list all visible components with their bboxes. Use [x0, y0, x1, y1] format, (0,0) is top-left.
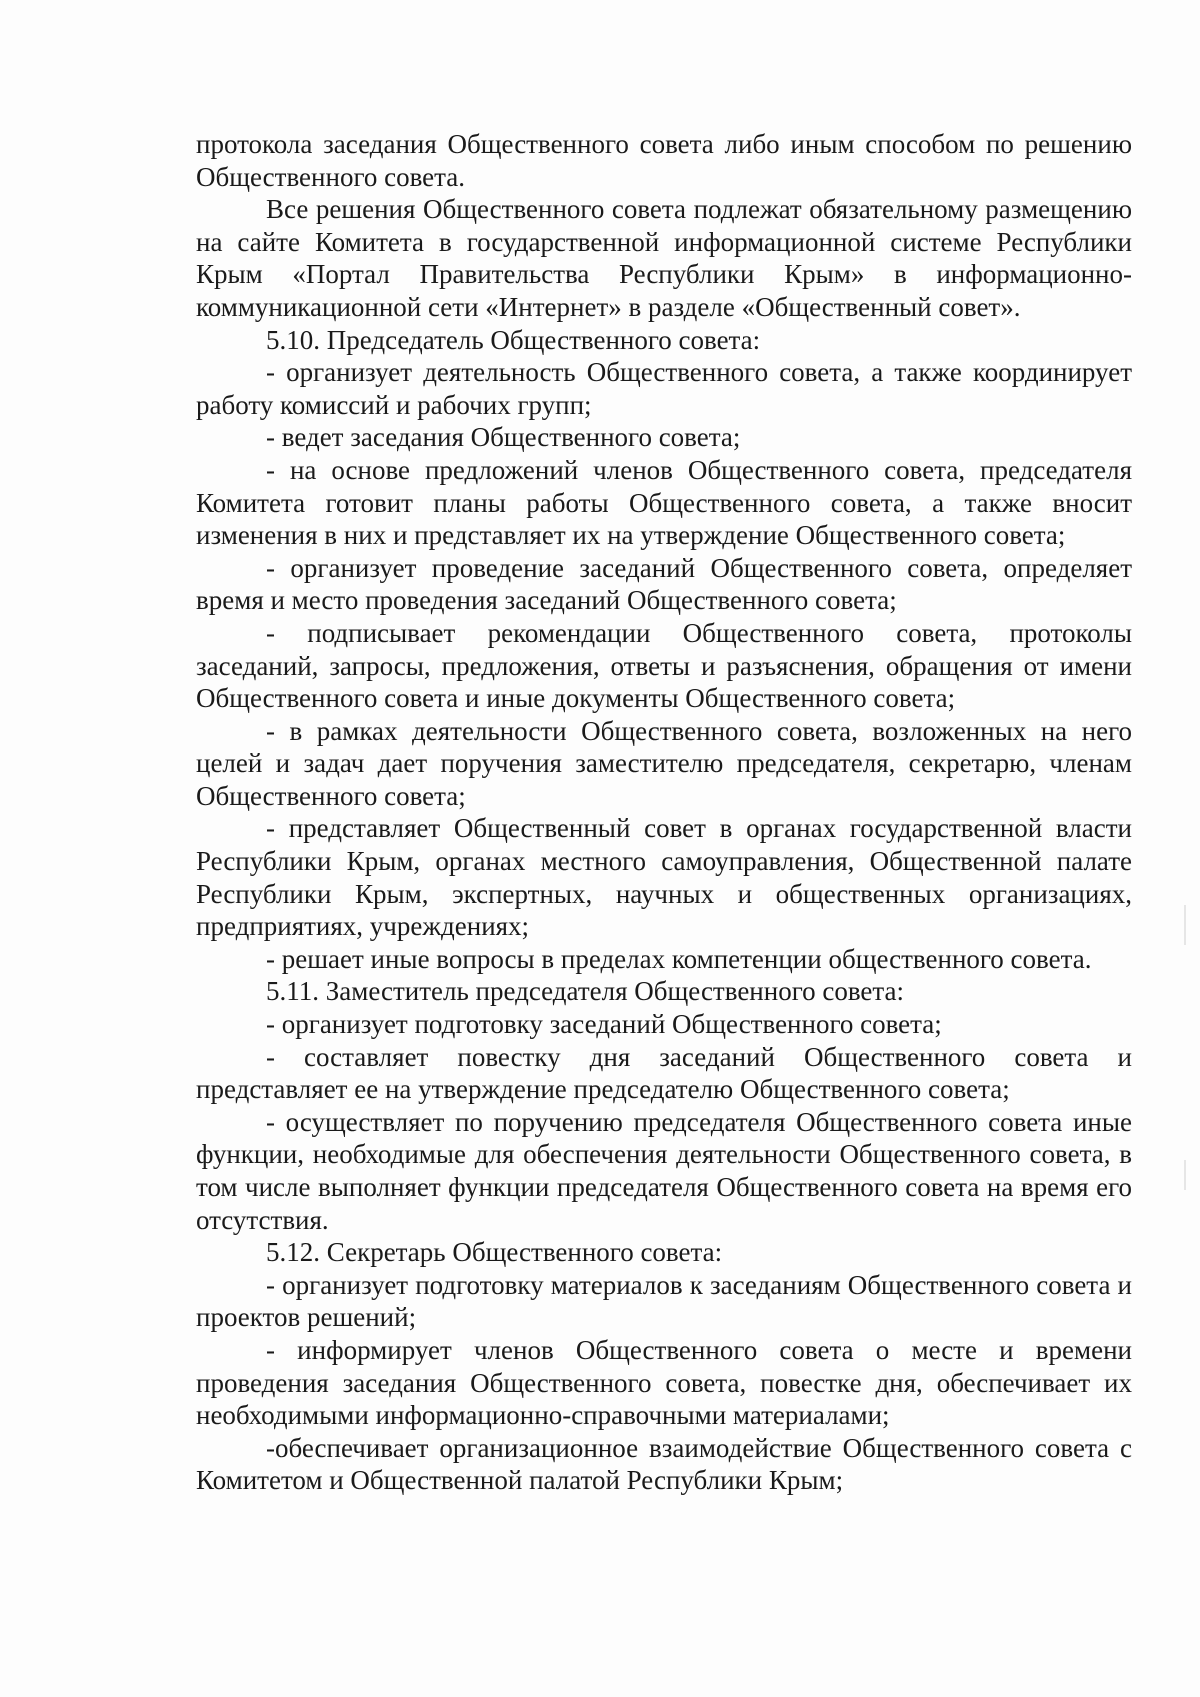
list-item: - на основе предложений членов Общественного совета, председателя Комитета готовит планы работы Общественного совета, а также вносит изменения в них и представляет их на утверждение Общественного совета; — [196, 454, 1132, 551]
list-item: - организует деятельность Общественного совета, а также координирует работу комиссий и рабочих групп; — [196, 357, 1132, 420]
section-heading-5-11: 5.11. Заместитель председателя Общественного совета: — [266, 976, 905, 1007]
list-item: - в рамках деятельности Общественного совета, возложенных на него целей и задач дает поручения заместителю председателя, секретарю, членам Общественного совета; — [196, 715, 1132, 811]
list-item: - осуществляет по поручению председателя Общественного совета иные функции, необходимые для обеспечения деятельности Общественного совета, в том числе выполняет функции председателя Общественного совета на время его отсутствия. — [196, 1106, 1132, 1235]
list-item: - организует подготовку заседаний Общественного совета; — [266, 1009, 942, 1040]
list-item: - организует проведение заседаний Общественного совета, определяет время и место проведения заседаний Общественного совета; — [196, 552, 1132, 616]
scan-edge-mark — [1184, 1160, 1186, 1190]
paragraph-continuation: протокола заседания Общественного совета либо иным способом по решению Общественного совета. — [196, 129, 1132, 192]
list-item: - ведет заседания Общественного совета; — [266, 422, 741, 453]
list-item: - составляет повестку дня заседаний Общественного совета и представляет ее на утверждение председателю Общественного совета; — [196, 1041, 1132, 1105]
paragraph-publication-rule: Все решения Общественного совета подлежат обязательному размещению на сайте Комитета в государственной информационной системе Республики Крым «Портал Правительства Республики Крым» в информационно-коммуникационной сети «Интернет» в разделе «Общественный совет». — [196, 194, 1132, 322]
section-heading-5-12: 5.12. Секретарь Общественного совета: — [266, 1237, 723, 1268]
document-body — [196, 128, 1132, 1497]
list-item: -обеспечивает организационное взаимодействие Общественного совета с Комитетом и Общественной палатой Республики Крым; — [196, 1432, 1132, 1496]
section-heading-5-10: 5.10. Председатель Общественного совета: — [266, 324, 761, 355]
scan-edge-mark — [1184, 905, 1186, 945]
list-item: - информирует членов Общественного совета о месте и времени проведения заседания Общественного совета, повестке дня, обеспечивает их необходимыми информационно-справочными материалами; — [196, 1334, 1132, 1431]
list-item: - решает иные вопросы в пределах компетенции общественного совета. — [266, 943, 1092, 974]
list-item: - подписывает рекомендации Общественного совета, протоколы заседаний, запросы, предложения, ответы и разъяснения, обращения от имени Общественного совета и иные документы Общественного совета; — [196, 617, 1132, 714]
list-item: - организует подготовку материалов к заседаниям Общественного совета и проектов решений; — [196, 1269, 1132, 1333]
list-item: - представляет Общественный совет в органах государственной власти Республики Крым, органах местного самоуправления, Общественной палате Республики Крым, экспертных, научных и общественных организациях, предприятиях, учреждениях; — [196, 813, 1132, 942]
